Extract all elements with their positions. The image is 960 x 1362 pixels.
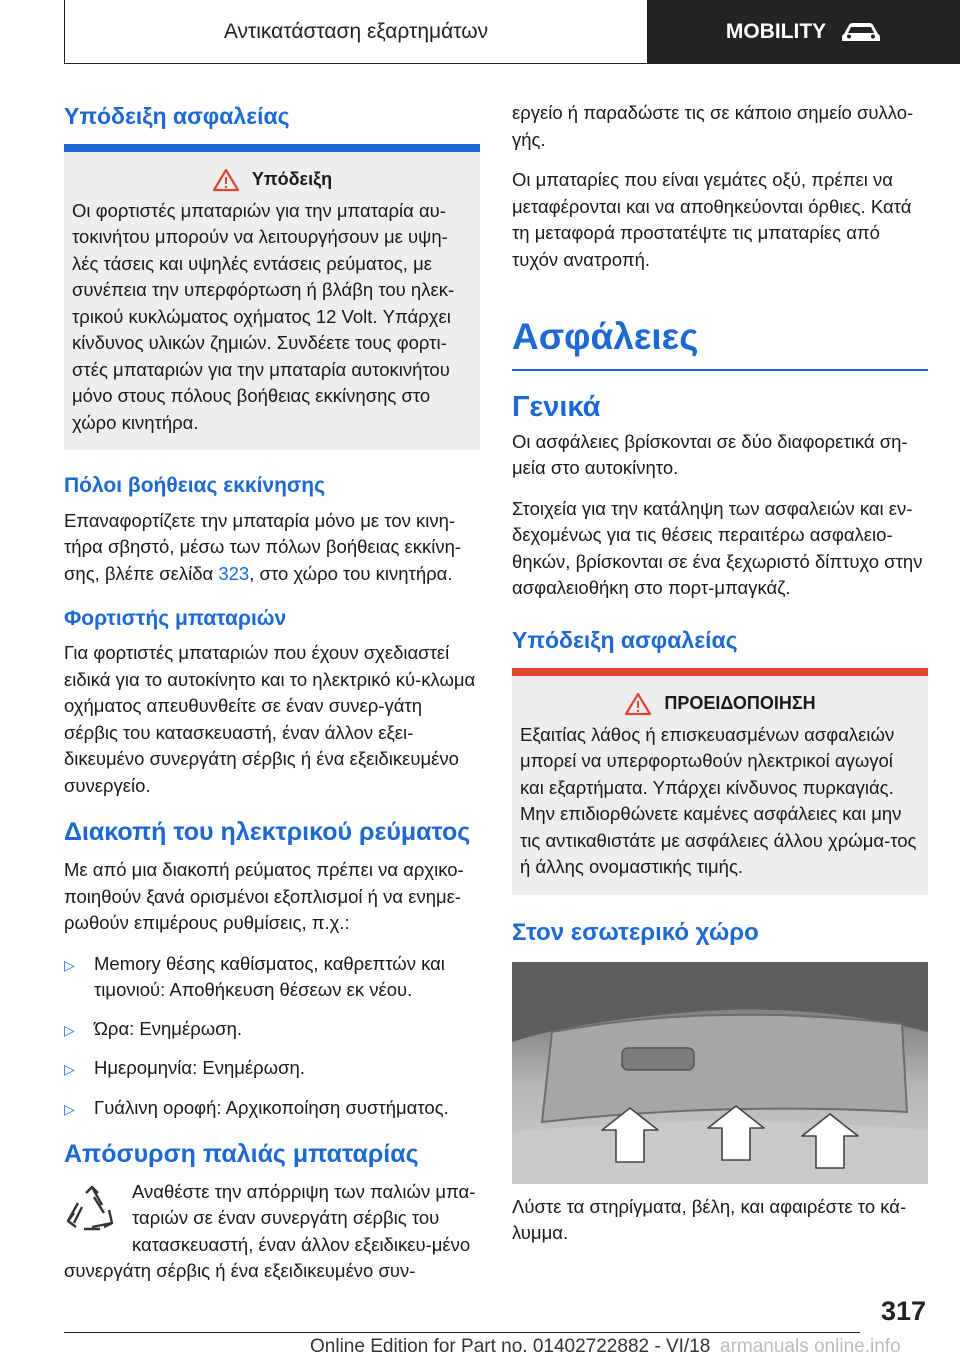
- recycle-icon: [64, 1183, 120, 1239]
- interior-photo: [512, 962, 928, 1184]
- paragraph-acid-batteries: Οι μπαταρίες που είναι γεμάτες οξύ, πρέπει να μεταφέρονται και να αποθηκεύονται όρθιες. Κατά τη μεταφορά προστατέψτε τις μπαταρίες από τυχόν ανατροπή.: [512, 169, 912, 270]
- paragraph-general-1: Οι ασφάλειες βρίσκονται σε δύο διαφορετικά ση‐μεία στο αυτοκίνητο.: [512, 430, 908, 479]
- header-brand: [648, 0, 960, 64]
- notice-header: [72, 168, 472, 192]
- warning-icon: [212, 168, 240, 192]
- heading-divider: [64, 144, 480, 152]
- disposal-block: [64, 1179, 480, 1285]
- footer-edition: Online Edition for Part no. 01402722882 - VI/18: [310, 1336, 711, 1357]
- glovebox-illustration: [512, 962, 928, 1184]
- list-item: [64, 1095, 480, 1123]
- paragraph-jump-start-tail: , στο χώρο του κινητήρα.: [249, 562, 453, 584]
- warning-box: [512, 676, 928, 895]
- brand-label: MOBILITY: [725, 20, 827, 43]
- list-item-text: Γυάλινη οροφή: Αρχικοποίηση συστήματος.: [94, 1096, 449, 1118]
- warning-text: Εξαιτίας λάθος ή επισκευασμένων ασφαλειών μπορεί να υπερφορτωθούν ηλεκτρικοί αγωγοί και εξαρτήματα. Υπάρχει κίνδυνος πυρκαγιάς. Μην επιδιορθώνετε καμένες ασφάλειες και μην τις αντικαθιστάτε με ασφάλειες άλλου χρώμα‐τος ή άλλης ονομαστικής τιμής.: [520, 723, 917, 878]
- warning-divider: [512, 668, 928, 676]
- paragraph-disposal: Αναθέστε την απόρριψη των παλιών μπα‐ταριών σε έναν συνεργάτη σέρβις του κατασκευαστή, έναν άλλον εξειδικευ‐μένο συνεργάτη σέρβις ή ένα εξειδικευμένο συν‐: [64, 1180, 476, 1282]
- page-reference-link[interactable]: 323: [218, 562, 250, 584]
- heading-power-interruption: Διακοπή του ηλεκτρικού ρεύματος: [64, 818, 471, 847]
- heading-battery-charger: Φορτιστής μπαταριών: [64, 607, 287, 631]
- triangle-bullet-icon: ▷: [64, 1100, 75, 1117]
- header-section-label: Αντικατάσταση εξαρτημάτων: [223, 19, 489, 43]
- list-item: [64, 1016, 480, 1044]
- right-column: [512, 100, 928, 1261]
- heading-safety-note: Υπόδειξη ασφαλείας: [64, 103, 290, 129]
- triangle-bullet-icon: ▷: [64, 1061, 75, 1078]
- car-icon: [840, 20, 882, 44]
- list-item: [64, 951, 480, 1004]
- paragraph-general-2: Στοιχεία για την κατάληψη των ασφαλειών και εν‐δεχομένως για τις θέσεις περαιτέρω ασφαλειο‐θηκών, βρίσκονται σε ένα ξεχωριστό δίπτυχο στην ασφαλειοθήκη στο πορτ-μπαγκάζ.: [512, 497, 923, 599]
- photo-caption: Λύστε τα στηρίγματα, βέλη, και αφαιρέστε το κά‐λυμμα.: [512, 1195, 907, 1244]
- warning-title: ΠΡΟΕΙΔΟΠΟΙΗΣΗ: [664, 693, 816, 714]
- header-section-title: [64, 0, 648, 64]
- footer-divider: [64, 1332, 860, 1333]
- page-number: 317: [880, 1296, 926, 1326]
- fuses-divider: [512, 369, 928, 371]
- list-item-text: Ημερομηνία: Ενημέρωση.: [94, 1057, 305, 1079]
- heading-jump-start-terminals: Πόλοι βοήθειας εκκίνησης: [64, 474, 326, 498]
- list-item-text: Ώρα: Ενημέρωση.: [94, 1017, 243, 1039]
- triangle-bullet-icon: ▷: [64, 1021, 75, 1038]
- paragraph-battery-charger: Για φορτιστές μπαταριών που έχουν σχεδιαστεί ειδικά για το αυτοκίνητο και το ηλεκτρικό κύ‐κλωμα οχήματος απευθυνθείτε σε έναν συνερ‐γάτη σέρβις του κατασκευαστή, έναν άλλον εξει‐δικευμένο συνεργάτη σέρβις ή ένα εξειδικευμένο συνεργείο.: [64, 642, 476, 796]
- heading-old-battery-disposal: Απόσυρση παλιάς μπαταρίας: [64, 1140, 419, 1169]
- paragraph-power-interruption: Με από μια διακοπή ρεύματος πρέπει να αρχικο‐ποιηθούν ξανά ορισμένοι εξοπλισμοί ή να ενημε‐ρωθούν επιμέρους ρυθμίσεις, π.χ.:: [64, 859, 464, 934]
- triangle-bullet-icon: ▷: [64, 956, 75, 973]
- warning-header: [520, 692, 920, 716]
- left-column: [64, 92, 480, 1299]
- heading-interior: Στον εσωτερικό χώρο: [512, 918, 759, 946]
- heading-fuses: Ασφάλειες: [512, 316, 699, 357]
- paragraph-jump-start: [64, 508, 480, 588]
- notice-box: [64, 152, 480, 451]
- paragraph-jump-start-text: Επαναφορτίζετε την μπαταρία μόνο με τον κινη‐τήρα σβηστό, μέσω των πόλων βοήθειας εκκίνη‐σης, βλέπε σελίδα: [64, 509, 462, 584]
- list-item-text: Memory θέσης καθίσματος, καθρεπτών και τιμονιού: Αποθήκευση θέσεων εκ νέου.: [94, 952, 445, 1001]
- heading-safety-note-fuses: Υπόδειξη ασφαλείας: [512, 626, 738, 653]
- list-item: [64, 1055, 480, 1083]
- watermark: armanuals online.info: [720, 1336, 901, 1357]
- heading-general: Γενικά: [512, 391, 601, 424]
- warning-icon: [624, 692, 652, 716]
- paragraph-disposal-continued: εργείο ή παραδώστε τις σε κάποιο σημείο συλλο‐γής.: [512, 102, 914, 150]
- notice-text: Οι φορτιστές μπαταριών για την μπαταρία αυ‐τοκινήτου μπορούν να λειτουργήσουν με υψη‐λές τάσεις και υψηλές εντάσεις ρεύματος, με συνέπεια την υπερφόρτωση ή βλάβη του ηλεκ‐τρικού κυκλώματος οχήματος 12 Volt. Υπάρχει κίνδυνος υλικών ζημιών. Συνδέετε τους φορτι‐στές μπαταριών για την μπαταρία αυτοκινήτου μόνο στους πόλους βοήθειας εκκίνησης στο χώρο κινητήρα.: [72, 199, 455, 433]
- notice-title: Υπόδειξη: [251, 169, 333, 190]
